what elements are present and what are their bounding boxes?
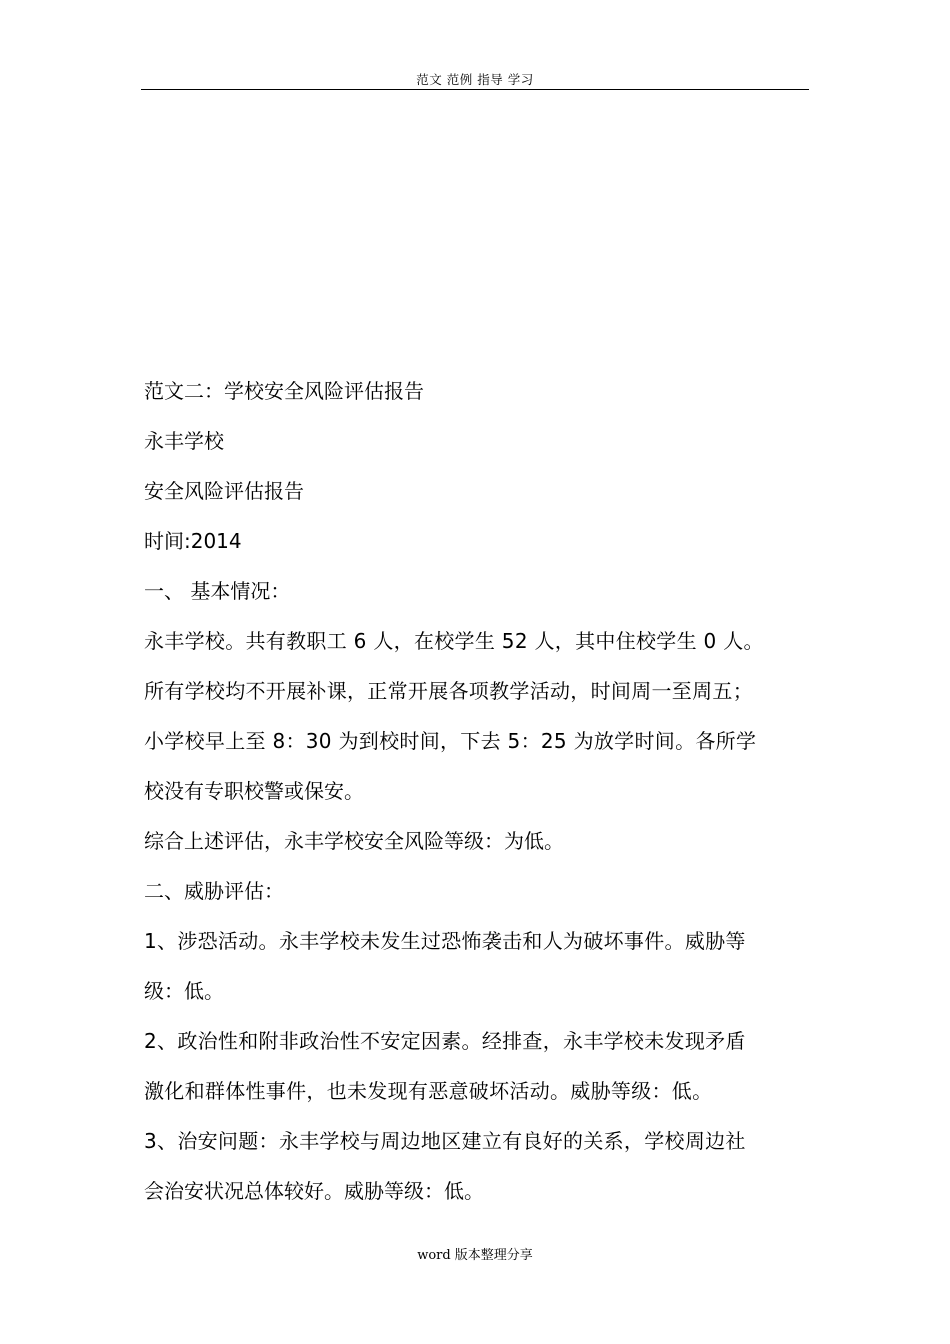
report-name: 安全风险评估报告 (144, 479, 304, 503)
paragraph-line: 校没有专职校警或保安。 (144, 779, 364, 803)
document-title: 范文二：学校安全风险评估报告 (144, 379, 424, 403)
summary-line: 综合上述评估，永丰学校安全风险等级：为低。 (144, 829, 564, 853)
list-item-line: 2、政治性和附非政治性不安定因素。经排查，永丰学校未发现矛盾 (144, 1029, 746, 1053)
page-header (141, 72, 809, 90)
list-item-line: 会治安状况总体较好。威胁等级：低。 (144, 1179, 484, 1203)
document-body (144, 366, 812, 1216)
paragraph-line: 所有学校均不开展补课，正常开展各项教学活动，时间周一至周五； (144, 679, 753, 703)
paragraph-line: 永丰学校。共有教职工 6 人，在校学生 52 人，其中住校学生 0 人。 (144, 629, 764, 653)
section-heading-basic: 一、 基本情况： (144, 579, 291, 603)
page-footer: word 版本整理分享 (417, 1248, 533, 1263)
list-item-line: 级：低。 (144, 979, 224, 1003)
paragraph-line: 小学校早上至 8：30 为到校时间，下去 5：25 为放学时间。各所学 (144, 729, 757, 753)
list-item-line: 1、涉恐活动。永丰学校未发生过恐怖袭击和人为破坏事件。威胁等 (144, 929, 746, 953)
school-name: 永丰学校 (144, 429, 224, 453)
list-item-line: 3、治安问题：永丰学校与周边地区建立有良好的关系，学校周边社 (144, 1129, 746, 1153)
header-text: 范文 范例 指导 学习 (416, 72, 534, 87)
report-date: 时间:2014 (144, 529, 242, 553)
list-item-line: 激化和群体性事件，也未发现有恶意破坏活动。威胁等级：低。 (144, 1079, 713, 1103)
section-heading-threat: 二、威胁评估： (144, 879, 284, 903)
